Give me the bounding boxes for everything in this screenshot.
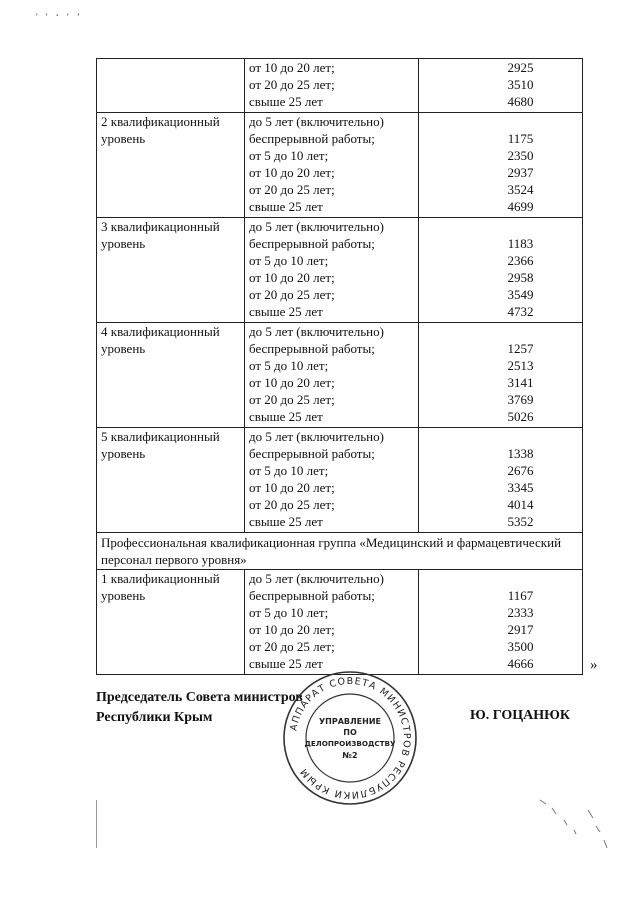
amount-line: 4666 [507, 656, 534, 671]
work-period-line: до 5 лет (включительно) [249, 324, 384, 339]
stamp-line-2: ПО [343, 728, 357, 737]
amount-line: 2917 [507, 622, 534, 637]
qualification-level-line: 5 квалификационный [101, 429, 220, 444]
stamp-line-3: ДЕЛОПРОИЗВОДСТВУ [304, 739, 396, 748]
work-period-cell [245, 113, 419, 218]
work-period-line: беспрерывной работы; [249, 341, 375, 356]
work-period-line: от 5 до 10 лет; [249, 463, 329, 478]
work-period-line: от 20 до 25 лет; [249, 497, 335, 512]
amount-line [423, 114, 578, 131]
work-period-line: от 10 до 20 лет; [249, 480, 335, 495]
scan-marks: ' ' ‘ ' ’ [36, 12, 83, 22]
table-row [97, 323, 583, 428]
work-period-line: до 5 лет (включительно) [249, 114, 384, 129]
amount-line [423, 324, 578, 341]
work-period-line: свыше 25 лет [249, 656, 323, 671]
signatory-name: Ю. ГОЦАНЮК [470, 708, 571, 723]
official-stamp [280, 668, 420, 808]
table-row [97, 533, 583, 570]
amount-line: 1167 [507, 588, 534, 603]
work-period-cell [245, 570, 419, 675]
work-period-line: до 5 лет (включительно) [249, 219, 384, 234]
work-period-line: от 20 до 25 лет; [249, 182, 335, 197]
amount-line: 2350 [507, 148, 534, 163]
qualification-level-line: уровень [101, 341, 146, 356]
work-period-line: беспрерывной работы; [249, 236, 375, 251]
amount-line: 5352 [507, 514, 534, 529]
work-period-line: от 20 до 25 лет; [249, 392, 335, 407]
work-period-line: от 5 до 10 лет; [249, 253, 329, 268]
stamp-ring-text: АППАРАТ СОВЕТА МИНИСТРОВ РЕСПУБЛИКИ КРЫМ [288, 675, 413, 801]
amount-line: 1338 [507, 446, 534, 461]
amount-line: 3500 [507, 639, 534, 654]
work-period-line: свыше 25 лет [249, 94, 323, 109]
amount-line: 2366 [507, 253, 534, 268]
amount-line: 3769 [507, 392, 534, 407]
amount-cell [419, 323, 583, 428]
stamp-line-1: УПРАВЛЕНИЕ [319, 717, 381, 726]
amount-cell [419, 218, 583, 323]
table-row [97, 428, 583, 533]
salary-table [96, 58, 583, 675]
work-period-line: беспрерывной работы; [249, 588, 375, 603]
work-period-line: от 10 до 20 лет; [249, 622, 335, 637]
work-period-line: свыше 25 лет [249, 514, 323, 529]
signatory-title-line1: Председатель Совета министров [96, 690, 303, 705]
amount-line: 2333 [507, 605, 534, 620]
qualification-level-cell [97, 218, 245, 323]
qualification-level-line: уровень [101, 588, 146, 603]
qualification-level-line: уровень [101, 236, 146, 251]
amount-line: 1257 [507, 341, 534, 356]
qualification-level-line: 4 квалификационный [101, 324, 220, 339]
closing-quote: » [590, 657, 598, 673]
work-period-line: от 10 до 20 лет; [249, 60, 335, 75]
table-row [97, 113, 583, 218]
amount-line: 3141 [507, 375, 534, 390]
amount-line: 1175 [507, 131, 534, 146]
amount-line [423, 429, 578, 446]
table-row [97, 218, 583, 323]
work-period-cell [245, 218, 419, 323]
amount-line: 1183 [507, 236, 534, 251]
work-period-cell [245, 323, 419, 428]
signature-block [96, 688, 303, 728]
amount-line: 5026 [507, 409, 534, 424]
table-row [97, 570, 583, 675]
work-period-line: до 5 лет (включительно) [249, 429, 384, 444]
work-period-line: от 20 до 25 лет; [249, 639, 335, 654]
scan-artifact [530, 790, 620, 870]
work-period-line: до 5 лет (включительно) [249, 571, 384, 586]
amount-line: 4680 [507, 94, 534, 109]
qualification-level-line: уровень [101, 446, 146, 461]
stamp-line-4: №2 [342, 751, 358, 760]
qualification-level-cell [97, 323, 245, 428]
amount-line: 4732 [507, 304, 534, 319]
work-period-line: от 5 до 10 лет; [249, 358, 329, 373]
amount-line: 2937 [507, 165, 534, 180]
work-period-line: свыше 25 лет [249, 409, 323, 424]
amount-line: 4699 [507, 199, 534, 214]
margin-line [96, 800, 97, 848]
work-period-cell [245, 428, 419, 533]
amount-line: 2958 [507, 270, 534, 285]
work-period-line: свыше 25 лет [249, 199, 323, 214]
work-period-line: от 10 до 20 лет; [249, 270, 335, 285]
qualification-level-cell [97, 570, 245, 675]
amount-line: 3345 [507, 480, 534, 495]
qualification-level-cell [97, 113, 245, 218]
work-period-line: от 5 до 10 лет; [249, 148, 329, 163]
signatory-title-line2: Республики Крым [96, 710, 213, 725]
amount-cell [419, 113, 583, 218]
amount-cell [419, 570, 583, 675]
amount-line: 3510 [507, 77, 534, 92]
amount-line: 4014 [507, 497, 534, 512]
qualification-level-cell [97, 59, 245, 113]
qualification-level-line: 1 квалификационный [101, 571, 220, 586]
work-period-line: от 10 до 20 лет; [249, 375, 335, 390]
amount-line: 2925 [507, 60, 534, 75]
qualification-level-line: 2 квалификационный [101, 114, 220, 129]
amount-line: 3524 [507, 182, 534, 197]
table-row [97, 59, 583, 113]
work-period-line: беспрерывной работы; [249, 446, 375, 461]
work-period-line: беспрерывной работы; [249, 131, 375, 146]
work-period-line: от 20 до 25 лет; [249, 287, 335, 302]
amount-line [423, 219, 578, 236]
work-period-cell [245, 59, 419, 113]
amount-line: 2513 [507, 358, 534, 373]
group-heading: Профессиональная квалификационная группа «Медицинский и фармацевтический персонал первого уровня» [97, 533, 583, 570]
work-period-line: от 20 до 25 лет; [249, 77, 335, 92]
amount-cell [419, 428, 583, 533]
amount-line: 2676 [507, 463, 534, 478]
qualification-level-cell [97, 428, 245, 533]
amount-line: 3549 [507, 287, 534, 302]
work-period-line: от 10 до 20 лет; [249, 165, 335, 180]
work-period-line: свыше 25 лет [249, 304, 323, 319]
work-period-line: от 5 до 10 лет; [249, 605, 329, 620]
amount-line [423, 571, 578, 588]
amount-cell [419, 59, 583, 113]
qualification-level-line: 3 квалификационный [101, 219, 220, 234]
qualification-level-line: уровень [101, 131, 146, 146]
